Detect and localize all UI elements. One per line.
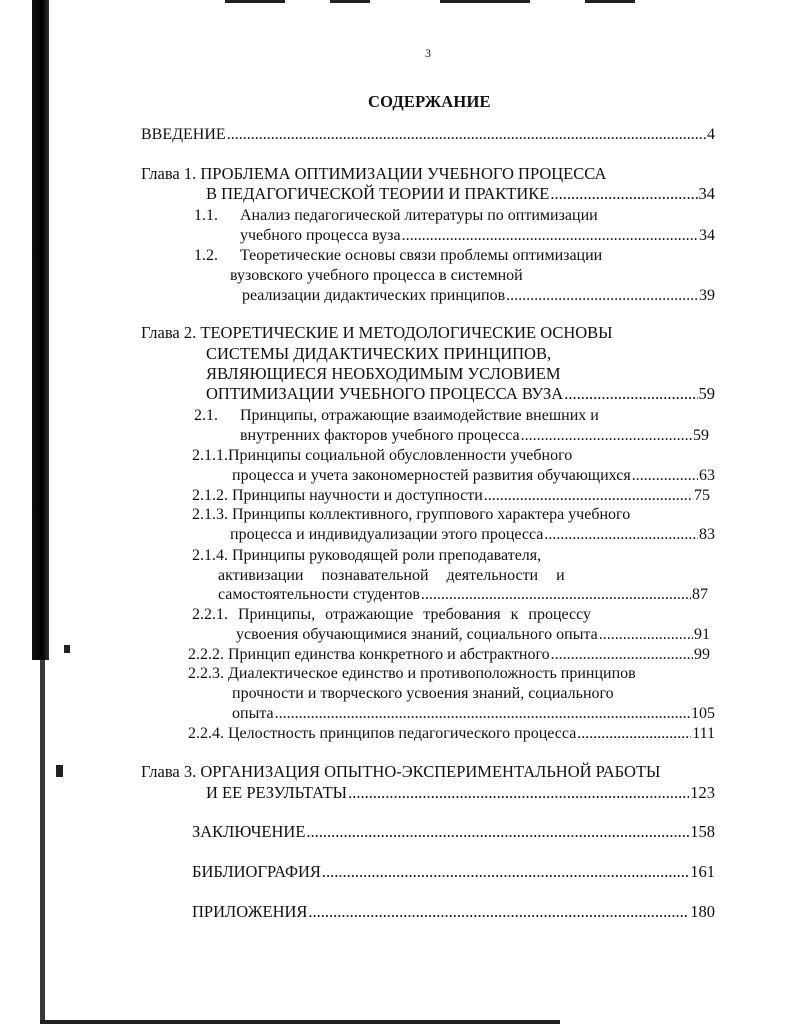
- toc-page: 91: [694, 626, 710, 643]
- leader-dots: [484, 486, 693, 505]
- leader-dots: [577, 724, 691, 743]
- scan-edge-line: [40, 660, 45, 1024]
- toc-page: 111: [692, 725, 715, 742]
- toc-entry-intro: [141, 125, 715, 144]
- leader-dots: [564, 384, 697, 403]
- toc-section-2-2-1: [236, 625, 710, 644]
- scan-speck: [56, 765, 63, 777]
- toc-section-1-1: [240, 226, 715, 245]
- leader-dots: [551, 645, 693, 664]
- toc-label: опыта: [232, 705, 274, 722]
- toc-1-1-line1: Анализ педагогической литературы по оптимизации: [240, 207, 598, 224]
- leader-dots: [348, 783, 689, 802]
- scan-top-mark: [440, 0, 530, 3]
- toc-label: процесса и индивидуализации этого процесса: [230, 526, 544, 543]
- leader-dots: [632, 466, 698, 485]
- toc-section-2-2-3: [232, 704, 715, 723]
- toc-chapter2: [206, 384, 715, 403]
- toc-label: ОПТИМИЗАЦИИ УЧЕБНОГО ПРОЦЕССА ВУЗА: [206, 384, 564, 403]
- scan-bottom-edge: [40, 1020, 560, 1024]
- toc-label: В ПЕДАГОГИЧЕСКОЙ ТЕОРИИ И ПРАКТИКЕ: [206, 184, 550, 203]
- scan-top-mark: [585, 0, 635, 3]
- toc-page: 161: [690, 862, 715, 881]
- toc-num-2-1: 2.1.: [194, 407, 218, 424]
- leader-dots: [421, 585, 691, 604]
- toc-entry-conclusion: [192, 822, 715, 841]
- toc-chapter1: [206, 184, 715, 203]
- toc-chapter2-line1: Глава 2. ТЕОРЕТИЧЕСКИЕ И МЕТОДОЛОГИЧЕСКИЕ ОСНОВЫ: [141, 323, 613, 342]
- leader-dots: [544, 525, 698, 544]
- toc-entry-bibliography: [192, 862, 715, 881]
- toc-label: усвоения обучающимися знаний, социального опыта: [236, 626, 598, 643]
- toc-page: 34: [698, 184, 715, 203]
- toc-page: 75: [694, 487, 710, 504]
- toc-1-2-line2: вузовского учебного процесса в системной: [230, 267, 523, 284]
- toc-2-2-3-line1: 2.2.3. Диалектическое единство и противоположность принципов: [188, 665, 636, 682]
- toc-section-2-2-2: [188, 645, 710, 664]
- toc-label: реализации дидактических принципов: [242, 287, 506, 304]
- leader-dots: [402, 226, 698, 245]
- toc-1-2-line1: Теоретические основы связи проблемы оптимизации: [240, 247, 603, 264]
- toc-2-1-1-line1: 2.1.1.Принципы социальной обусловленности учебного: [192, 447, 573, 464]
- toc-label: И ЕЕ РЕЗУЛЬТАТЫ: [206, 783, 348, 802]
- scan-top-mark: [225, 0, 285, 3]
- scan-binding-shadow: [32, 0, 49, 660]
- toc-section-1-2: [242, 286, 715, 305]
- toc-page: 59: [698, 384, 715, 403]
- toc-label: ЗАКЛЮЧЕНИЕ: [192, 822, 306, 841]
- leader-dots: [308, 902, 689, 921]
- toc-label: ПРИЛОЖЕНИЯ: [192, 902, 308, 921]
- toc-section-2-1-1: [232, 466, 715, 485]
- toc-chapter2-line3: ЯВЛЯЮЩИЕСЯ НЕОБХОДИМЫМ УСЛОВИЕМ: [206, 364, 561, 383]
- toc-2-1-4-line2: активизации познавательной деятельности и: [218, 567, 565, 584]
- toc-section-2-1: [240, 426, 709, 445]
- toc-2-1-line1: Принципы, отражающие взаимодействие внешних и: [240, 407, 599, 424]
- toc-section-2-1-3: [230, 525, 715, 544]
- toc-page: 99: [694, 646, 710, 663]
- toc-label: учебного процесса вуза: [240, 227, 401, 244]
- toc-page: 34: [699, 227, 715, 244]
- toc-chapter2-line2: СИСТЕМЫ ДИДАКТИЧЕСКИХ ПРИНЦИПОВ,: [206, 344, 552, 363]
- toc-page: 83: [699, 526, 715, 543]
- toc-section-2-2-4: [188, 724, 715, 743]
- toc-page: 180: [690, 902, 715, 921]
- toc-chapter3-line1: Глава 3. ОРГАНИЗАЦИЯ ОПЫТНО-ЭКСПЕРИМЕНТАЛЬНОЙ РАБОТЫ: [141, 762, 661, 781]
- toc-label: внутренних факторов учебного процесса: [240, 427, 520, 444]
- toc-page: 87: [692, 586, 708, 603]
- leader-dots: [275, 704, 690, 723]
- toc-page: 59: [693, 427, 709, 444]
- leader-dots: [599, 625, 693, 644]
- toc-label: 2.1.2. Принципы научности и доступности: [192, 487, 483, 504]
- toc-section-2-1-4: [218, 585, 708, 604]
- toc-entry-appendix: [192, 902, 715, 921]
- toc-2-2-1-line1: 2.2.1. Принципы, отражающие требования к процессу: [192, 606, 592, 623]
- toc-2-1-4-line1: 2.1.4. Принципы руководящей роли преподавателя,: [192, 547, 542, 564]
- toc-page: 105: [691, 705, 715, 722]
- toc-chapter3: [206, 783, 715, 802]
- scan-top-mark: [330, 0, 370, 3]
- toc-page: 158: [690, 822, 715, 841]
- toc-section-2-1-2: [192, 486, 710, 505]
- leader-dots: [227, 125, 706, 144]
- toc-2-1-3-line1: 2.1.3. Принципы коллективного, группового характера учебного: [192, 506, 631, 523]
- leader-dots: [550, 184, 697, 203]
- toc-2-2-3-line2: прочности и творческого усвоения знаний, социального: [232, 685, 614, 702]
- page-number: 3: [425, 46, 431, 60]
- toc-label: ВВЕДЕНИЕ: [141, 126, 226, 143]
- toc-label: 2.2.2. Принцип единства конкретного и абстрактного: [188, 646, 550, 663]
- leader-dots: [521, 426, 692, 445]
- leader-dots: [322, 862, 689, 881]
- toc-label: 2.2.4. Целостность принципов педагогического процесса: [188, 725, 577, 742]
- toc-page: 63: [699, 467, 715, 484]
- toc-num-1-1: 1.1.: [194, 207, 218, 224]
- toc-page: 4: [707, 126, 715, 143]
- scan-speck: [64, 645, 70, 653]
- toc-num-1-2: 1.2.: [194, 247, 218, 264]
- leader-dots: [306, 822, 689, 841]
- toc-chapter1-line1: Глава 1. ПРОБЛЕМА ОПТИМИЗАЦИИ УЧЕБНОГО ПРОЦЕССА: [141, 164, 607, 183]
- toc-page: 39: [699, 287, 715, 304]
- leader-dots: [506, 286, 698, 305]
- toc-page: 123: [690, 783, 715, 802]
- toc-label: БИБЛИОГРАФИЯ: [192, 862, 321, 881]
- toc-label: процесса и учета закономерностей развития обучающихся: [232, 467, 631, 484]
- page-title: СОДЕРЖАНИЕ: [368, 92, 491, 111]
- toc-label: самостоятельности студентов: [218, 586, 420, 603]
